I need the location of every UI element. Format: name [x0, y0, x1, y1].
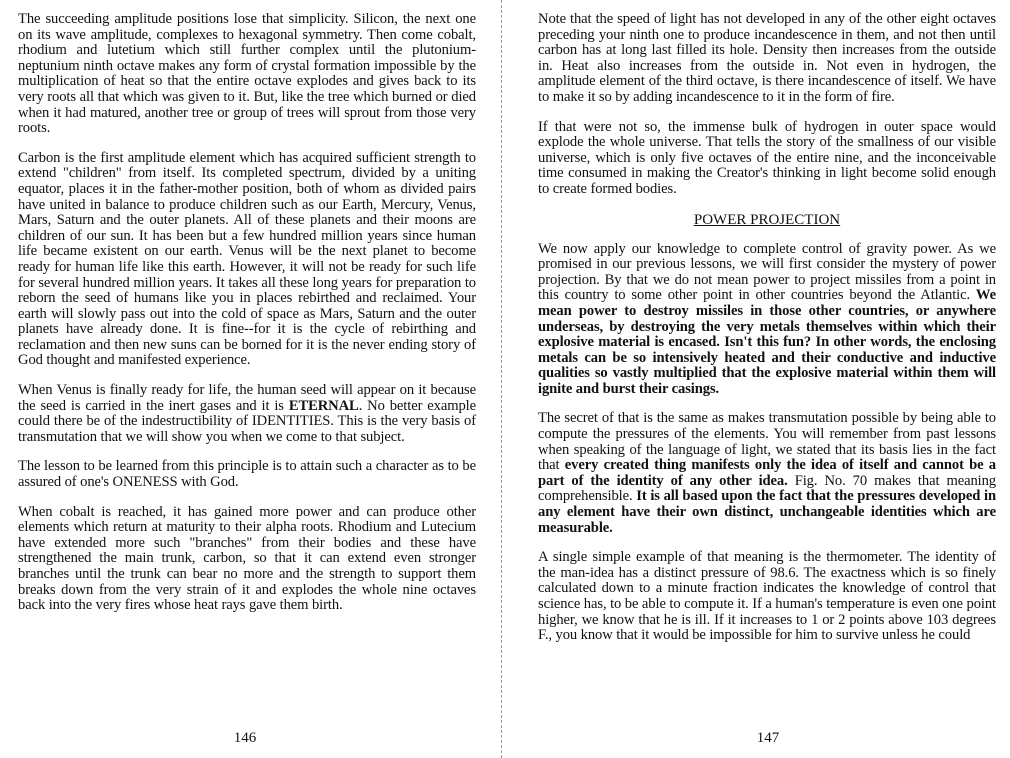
right-paragraph-4 [538, 411, 996, 536]
left-paragraph-4: The lesson to be learned from this principle is to attain such a character as to be assured of one's ONENESS with God. [18, 458, 476, 491]
left-page [18, 12, 476, 712]
right-paragraph-5: A single simple example of that meaning is the thermometer. The identity of the man-idea has a distinct pressure of 98.6. The exactness which is so finely calculated down to a minute fraction indicates the knowledge of control that science has, to be able to compute it. If a human's temperature is even one point higher, we know that he is ill. If it increases to 1 or 2 points above 103 degrees F., you know that it would be impossible for him to survive unless he could [538, 549, 996, 644]
left-paragraph-3-text: When Venus is finally ready for life, the human seed will appear on it because the seed is carried in the inert gases and it is [18, 382, 476, 414]
right-paragraph-3-text: We now apply our knowledge to complete control of gravity power. As we promised in our previous lessons, we will first consider the mystery of power projection. By that we do not mean power to project missiles from a point in this country to some other point in other countries beyond the Atlantic. [538, 240, 996, 304]
left-page-number: 146 [233, 730, 257, 746]
right-paragraph-4-c: Fig. No. 70 makes that meaning comprehensible. [538, 472, 996, 505]
section-heading: POWER PROJECTION [693, 211, 841, 228]
right-paragraph-2: If that were not so, the immense bulk of hydrogen in outer space would explode the whole universe. That tells the story of the smallness of our visible universe, which is only five octaves of the entire nine, and the inconceivable time consumed in making the Creator's thinking in light become solid enough to create formed bodies. [538, 118, 996, 197]
eternal-bold: ETERNAL [288, 397, 359, 414]
right-page [538, 12, 996, 712]
right-paragraph-3-bold: We mean power to destroy missiles in those other countries, or anywhere underseas, by destroying the very metals themselves within which their explosive material is encased. Isn't this fun? In other words, the enclosing metals can be so intensively heated and their conductive and inductive qualities so vastly multiplied that the explosive material within them will ignite and burst their casings. [538, 287, 996, 397]
right-paragraph-4-b: every created thing manifests only the idea of itself and cannot be a part of the identity of any other idea. [538, 457, 996, 489]
right-paragraph-1: Note that the speed of light has not developed in any of the other eight octaves preceding your ninth one to produce incandescence in them, and not then until carbon has at long last filled its hole. Density then increases from the outside in. Heat also increases from the outside in. Not even in hydrogen, the amplitude element of the third octave, is there incandescence of itself. We have to make it so by adding incandescence to it in the form of fire. [538, 11, 996, 105]
right-paragraph-4-d: It is all based upon the fact that the pressures developed in any element have their own distinct, unchangeable identities which are measurable. [538, 488, 996, 536]
left-paragraph-3 [18, 383, 476, 445]
left-paragraph-3-tail: . No better example could there be of the indestructibility of IDENTITIES. This is the very basis of transmutation that we will show you when we come to that subject. [18, 397, 476, 445]
left-paragraph-5: When cobalt is reached, it has gained more power and can produce other elements which return at maturity to their alpha roots. Rhodium and Lutecium have extended more such "branches" from their bodies and these have strengthened the main trunk, carbon, so that it can extend even stronger branches until the trunk can bear no more and the strength to support them breaks down from the very strain of it and explodes the whole nine octaves back into the very fires whose heat rays gave them birth. [18, 503, 476, 614]
right-page-number: 147 [756, 730, 780, 746]
gutter-divider [501, 0, 502, 758]
left-paragraph-1: The succeeding amplitude positions lose that simplicity. Silicon, the next one on its wave amplitude, complexes to hexagonal symmetry. Then come cobalt, rhodium and lutetium which still further complex until the plutonium-neptunium ninth octave makes any form of crystal formation impossible by the multiplication of heat so that the entire octave explodes and gives back to its very roots all that which was given to it. But, like the tree which burned or died when it had matured, another tree or group of trees will sprout from those very roots. [18, 11, 476, 137]
right-paragraph-3 [538, 242, 996, 398]
right-paragraph-4-a: The secret of that is the same as makes transmutation possible by being able to compute the pressures of the elements. You will remember from past lessons when speaking of the language of light, we stated that its basis lies in the fact that [538, 410, 996, 474]
left-paragraph-2: Carbon is the first amplitude element which has acquired sufficient strength to extend "children" from itself. Its completed spectrum, divided by a uniting equator, places it in the father-mother position, both of whom as divided pairs have united in balance to produce children such as our Earth, Mercury, Venus, Mars, Saturn and the outer planets. All of these planets and their moons are children of our sun. It has been but a few hundred million years since human life became existent on our earth. Venus will be the next planet to become ready for human life like this earth. However, it will not be ready for such life for several hundred million years. It takes all these long years for preparation to reborn the seed of humans like you in places rebirthed and reclaimed. Your earth will slowly pass out into the cold of space as Mars, Saturn and the outer planets have already done. It is fine--for it is the cycle of rebirthing and reclamation and then new suns can be borned for it is the never ending story of God thought and manifested experience. [18, 149, 476, 369]
